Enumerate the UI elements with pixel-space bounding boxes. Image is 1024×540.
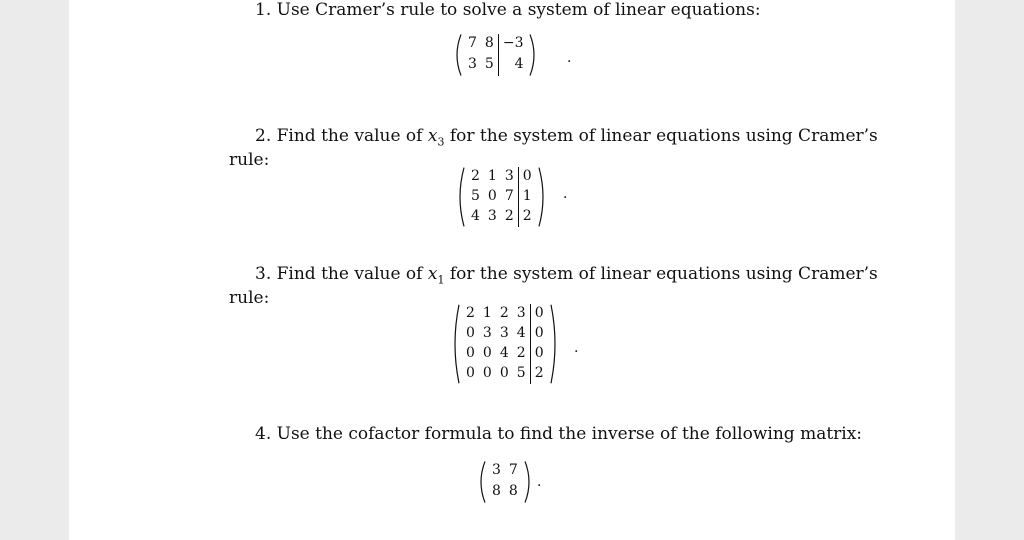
matrix-cell: 0 — [499, 365, 509, 381]
matrix-cell: 2 — [504, 208, 514, 224]
left-paren — [476, 461, 486, 503]
matrix-cell: 1 — [482, 305, 492, 321]
matrix-grid — [460, 304, 550, 384]
problem-2-var-sub: 3 — [437, 135, 445, 149]
problem-4-matrix — [476, 461, 534, 503]
left-paren — [452, 34, 462, 76]
matrix-cell: 2 — [518, 207, 536, 227]
document-page — [69, 0, 955, 540]
matrix-grid — [462, 34, 529, 76]
right-paren — [529, 34, 539, 76]
matrix-cell: 4 — [498, 55, 528, 76]
matrix-cell: 1 — [487, 168, 497, 184]
matrix-cell: 8 — [492, 483, 501, 499]
problem-3-var: x — [427, 264, 438, 284]
problem-2-variable — [427, 126, 445, 149]
matrix-cell: −3 — [498, 34, 528, 55]
matrix-cell: 3 — [468, 56, 477, 72]
matrix-cell: 0 — [466, 345, 475, 361]
problem-2-text-b: for the system of linear equations using Cramer’s — [444, 126, 878, 146]
problem-4-period: . — [537, 474, 542, 490]
matrix-cell: 0 — [487, 188, 497, 204]
matrix-cell: 0 — [530, 304, 548, 324]
matrix-cell: 5 — [484, 56, 494, 72]
matrix-cell: 3 — [482, 325, 492, 341]
matrix-cell: 0 — [482, 365, 492, 381]
matrix-cell: 8 — [484, 35, 494, 51]
matrix-cell: 3 — [487, 208, 497, 224]
problem-2-matrix — [455, 167, 548, 227]
matrix-cell: 4 — [499, 345, 509, 361]
matrix-cell: 0 — [466, 325, 475, 341]
matrix-cell: 0 — [518, 167, 536, 187]
problem-1-period: . — [567, 50, 572, 66]
matrix-cell: 7 — [508, 462, 518, 478]
problem-3-text-a: 3. Find the value of — [255, 264, 428, 284]
matrix-cell: 0 — [530, 344, 548, 364]
problem-1-text: 1. Use Cramer’s rule to solve a system of linear equations: — [255, 0, 761, 20]
matrix-cell: 0 — [530, 324, 548, 344]
matrix-cell: 2 — [471, 168, 480, 184]
matrix-grid — [465, 167, 538, 227]
problem-3-matrix — [450, 304, 560, 384]
problem-3-var-sub: 1 — [437, 273, 445, 287]
matrix-cell: 3 — [499, 325, 509, 341]
matrix-cell: 2 — [530, 364, 548, 384]
left-paren — [450, 304, 460, 384]
matrix-cell: 2 — [499, 305, 509, 321]
matrix-cell: 3 — [504, 168, 514, 184]
problem-4-text: 4. Use the cofactor formula to find the inverse of the following matrix: — [255, 424, 863, 444]
matrix-grid — [486, 461, 524, 503]
problem-1-matrix — [452, 34, 539, 76]
matrix-cell: 5 — [516, 365, 526, 381]
matrix-cell: 2 — [516, 345, 526, 361]
matrix-cell: 0 — [466, 365, 475, 381]
matrix-cell: 7 — [504, 188, 514, 204]
right-paren — [524, 461, 534, 503]
matrix-cell: 5 — [471, 188, 480, 204]
matrix-cell: 0 — [482, 345, 492, 361]
matrix-cell: 2 — [466, 305, 475, 321]
matrix-cell: 4 — [516, 325, 526, 341]
matrix-cell: 7 — [468, 35, 477, 51]
problem-3-text — [255, 264, 878, 290]
matrix-cell: 3 — [516, 305, 526, 321]
left-paren — [455, 167, 465, 227]
matrix-cell: 8 — [508, 483, 518, 499]
right-paren — [538, 167, 548, 227]
problem-2-period: . — [563, 186, 568, 202]
problem-2-var: x — [427, 126, 438, 146]
problem-3-variable — [427, 264, 445, 287]
problem-2-text-a: 2. Find the value of — [255, 126, 428, 146]
right-paren — [550, 304, 560, 384]
matrix-cell: 3 — [492, 462, 501, 478]
matrix-cell: 4 — [471, 208, 480, 224]
problem-2-rule-word: rule: — [229, 150, 270, 170]
problem-2-text — [255, 126, 878, 152]
matrix-cell: 1 — [518, 187, 536, 207]
problem-3-rule-word: rule: — [229, 288, 270, 308]
problem-3-text-b: for the system of linear equations using Cramer’s — [444, 264, 878, 284]
problem-3-period: . — [574, 340, 579, 356]
